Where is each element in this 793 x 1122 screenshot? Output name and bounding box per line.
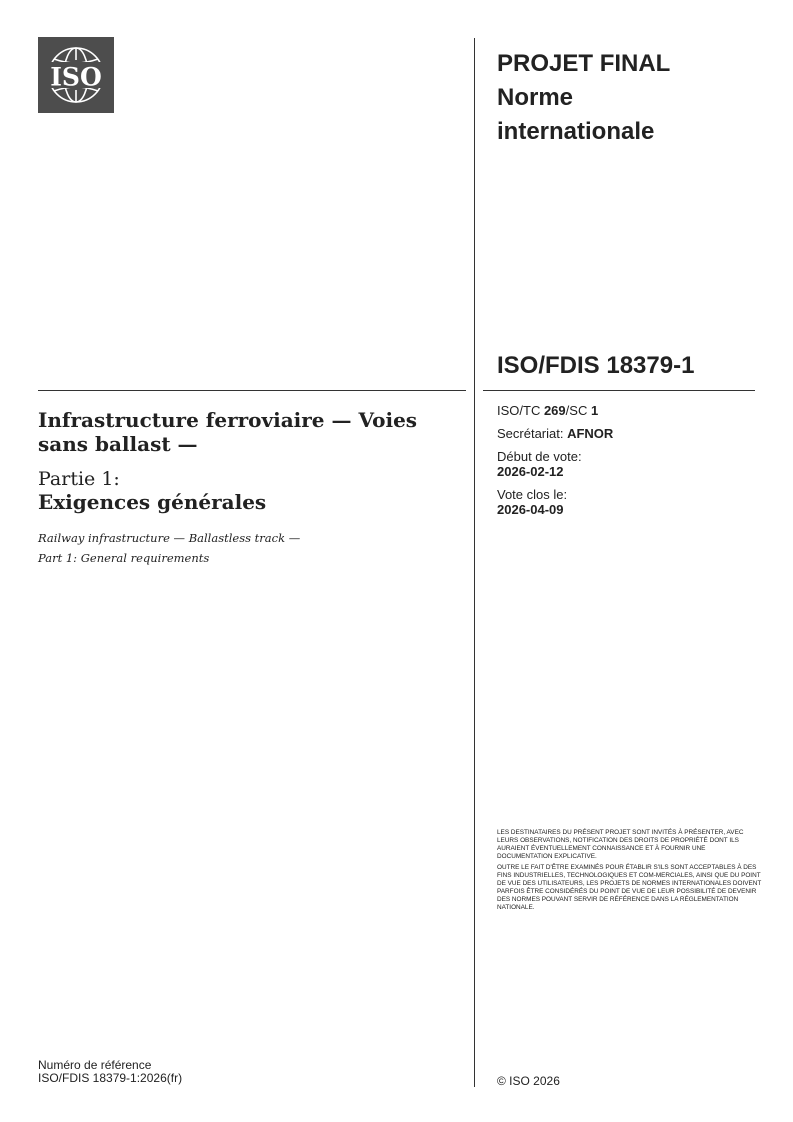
vote-end xyxy=(497,487,757,517)
committee-line xyxy=(497,403,757,418)
notice-paragraph-2: OUTRE LE FAIT D'ÊTRE EXAMINÉS POUR ÉTABLIR S'ILS SONT ACCEPTABLES À DES FINS INDUSTRIELLES, TECHNOLOGIQUES ET COM-MERCIALES, AINSI QUE DU POINT DE VUE DES UTILISATEURS, LES PROJETS DE NORMES INTERNATIONALES DOIVENT PARFOIS ÊTRE CONSIDÉRÉS DU POINT DE VUE DE LEUR POSSIBILITÉ DE DEVENIR DES NORMES POUVANT SERVIR DE RÉFÉRENCE DANS LA RÉGLEMENTATION NATIONALE. xyxy=(497,864,762,911)
meta-block xyxy=(497,403,757,525)
left-horizontal-rule xyxy=(38,390,466,391)
reference-value: ISO/FDIS 18379-1:2026(fr) xyxy=(38,1071,183,1085)
header-line-2: Norme xyxy=(497,84,574,111)
vote-start-date: 2026-02-12 xyxy=(497,464,564,479)
copyright-notice: © ISO 2026 xyxy=(497,1074,560,1088)
vote-end-date: 2026-04-09 xyxy=(497,502,564,517)
main-title: Infrastructure ferroviaire — Voies sans ballast — xyxy=(38,408,418,456)
sc-prefix: /SC xyxy=(565,403,591,418)
english-title-line-2: Part 1: General requirements xyxy=(38,551,210,565)
secretariat-label: Secrétariat: xyxy=(497,426,568,441)
reference-label: Numéro de référence xyxy=(38,1058,152,1072)
vertical-divider xyxy=(474,38,475,1087)
title-block xyxy=(38,408,448,568)
header-line-3: internationale xyxy=(497,118,655,145)
notice-paragraph-1: LES DESTINATAIRES DU PRÉSENT PROJET SONT INVITÉS À PRÉSENTER, AVEC LEURS OBSERVATIONS, NOTIFICATION DES DROITS DE PROPRIÉTÉ DONT ILS AURAIENT ÉVENTUELLEMENT CONNAISSANCE ET À FOURNIR UNE DOCUMENTATION EXPLICATIVE. xyxy=(497,829,744,860)
part-label: Partie 1: xyxy=(38,468,120,490)
vote-start-label: Début de vote: xyxy=(497,449,582,464)
vote-start xyxy=(497,449,757,479)
part-title: Exigences générales xyxy=(38,490,267,514)
iso-logo xyxy=(38,37,114,113)
logo-text: ISO xyxy=(50,62,102,92)
header-line-1: PROJET FINAL xyxy=(497,50,671,77)
right-horizontal-rule xyxy=(483,390,755,391)
secretariat-value: AFNOR xyxy=(567,426,614,441)
secretariat-line xyxy=(497,426,757,441)
vote-end-label: Vote clos le: xyxy=(497,487,568,502)
recipient-notice xyxy=(497,829,762,915)
committee-prefix: ISO/TC xyxy=(497,403,544,418)
document-number: ISO/FDIS 18379-1 xyxy=(497,352,695,379)
document-type-header xyxy=(497,47,767,149)
reference-number-block xyxy=(38,1059,182,1085)
tc-number: 269 xyxy=(543,403,566,418)
globe-icon xyxy=(38,37,114,113)
sc-number: 1 xyxy=(590,403,599,418)
english-title-line-1: Railway infrastructure — Ballastless track — xyxy=(38,531,301,545)
